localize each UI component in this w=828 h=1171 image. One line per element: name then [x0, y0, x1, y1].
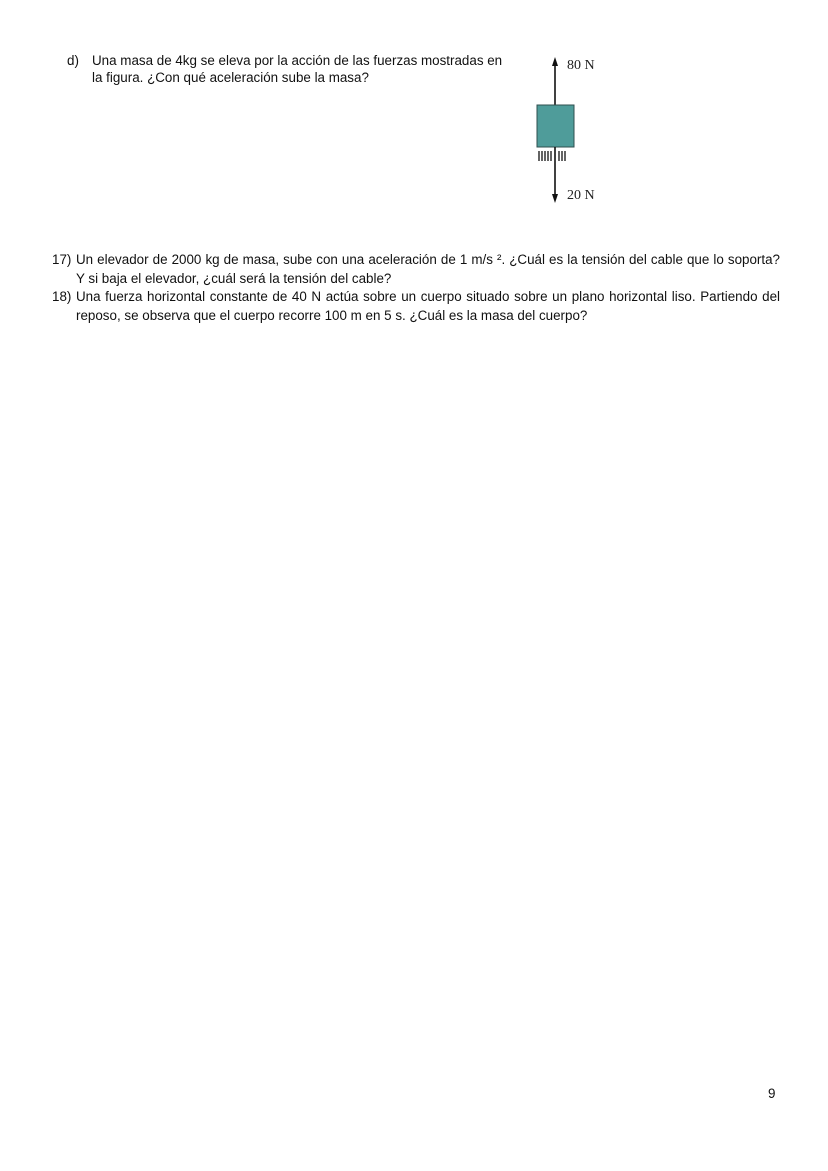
problem-18-text: Una fuerza horizontal constante de 40 N actúa sobre un cuerpo situado sobre un plano horizontal liso. Partiendo del reposo, se observa que el cuerpo recorre 100 m en 5 s. ¿Cuál es la masa del cuerpo? — [76, 289, 780, 323]
hatch-marks — [539, 151, 565, 161]
problem-18 — [52, 288, 780, 325]
page-number: 9 — [768, 1086, 776, 1101]
exercise-d-text: Una masa de 4kg se eleva por la acción de las fuerzas mostradas en la figura. ¿Con qué aceleración sube la masa? — [92, 53, 503, 85]
force-up-arrowhead — [552, 57, 558, 66]
exercise-d — [67, 52, 512, 86]
force-down-arrowhead — [552, 194, 558, 203]
problem-17-number: 17) — [52, 252, 72, 267]
force-down-label: 20 N — [567, 188, 595, 203]
force-up-label: 80 N — [567, 58, 595, 73]
exercise-d-label: d) — [67, 53, 79, 68]
problem-17-text: Un elevador de 2000 kg de masa, sube con una aceleración de 1 m/s ². ¿Cuál es la tensión del cable que lo soporta? Y si baja el elevador, ¿cuál será la tensión del cable? — [76, 252, 780, 286]
problem-18-number: 18) — [52, 289, 72, 304]
problem-list — [52, 251, 780, 325]
mass-block — [537, 105, 574, 147]
force-diagram — [528, 52, 638, 212]
problem-17 — [52, 251, 780, 288]
